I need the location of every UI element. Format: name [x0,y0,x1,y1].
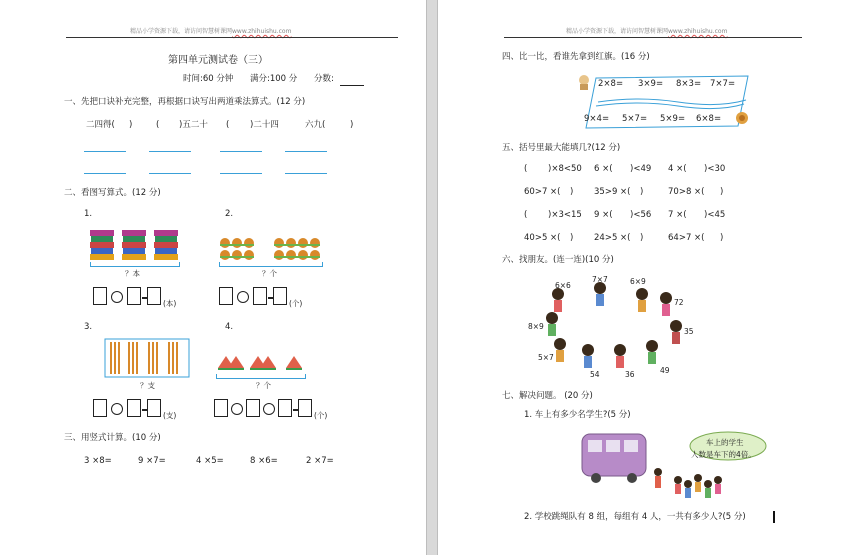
slices-picture [214,348,310,372]
race-problem: 3×9= [638,79,664,89]
section5-heading: 五、括号里最大能填几?(12 分) [502,143,621,153]
answer-box[interactable] [93,399,107,417]
match-label[interactable]: 5×7 [538,353,554,362]
section6-heading: 六、找朋友。(连一连)(10 分) [502,255,614,265]
inequality-part: 64>7 ×( [668,233,705,243]
operator-circle[interactable] [111,403,123,415]
answer-line[interactable] [84,151,126,152]
s1-item: )五二十 [179,120,208,130]
operator-circle[interactable] [237,291,249,303]
problem-number: 3. [84,322,93,332]
operator-circle[interactable] [231,403,243,415]
exam-title: 第四单元测试卷（三） [168,55,268,66]
match-label[interactable]: 36 [625,370,635,379]
match-label[interactable]: 72 [674,298,684,307]
vertical-calc-problem: 8 ×6= [250,456,278,466]
full-score-label: 满分:100 分 [250,74,298,84]
page-gutter [426,0,438,555]
page-header [566,26,727,35]
problem-number: 4. [225,322,234,332]
bubble-line-2: 人数是车下的4倍。 [691,450,756,459]
race-problem: 5×7= [622,114,648,124]
match-label[interactable]: 6×6 [555,281,571,290]
answer-box[interactable] [253,287,267,305]
operator-circle[interactable] [263,403,275,415]
header-url: www.zhihuishu.com [232,28,292,35]
answer-box[interactable] [127,399,141,417]
race-problem: 8×3= [676,79,702,89]
inequality-part: )×8<50 [548,164,582,174]
answer-line[interactable] [285,173,327,174]
s1-item: ( [156,120,160,130]
hamburgers-question: ？个 [262,269,277,278]
text-cursor [773,511,775,523]
match-label[interactable]: 54 [590,370,600,379]
time-label: 时间:60 分钟 [183,74,234,84]
section7-heading: 七、解决问题。 (20 分) [502,391,593,401]
bubble-line-1: 车上的学生 [706,438,744,447]
books-question: ？本 [125,269,140,278]
pencils-picture [104,338,190,380]
problem-number: 1. [84,209,93,219]
inequality-part: 6 ×( [594,164,613,174]
header-text: 精品小学资源下载，请访问智慧树课网 [130,28,233,35]
brace [90,262,180,267]
inequality-part: ) [640,187,644,197]
section4-heading: 四、比一比，看谁先拿到红旗。(16 分) [502,52,650,62]
race-problem: 2×8= [598,79,624,89]
inequality-part: ) [570,187,574,197]
inequality-part: )<49 [630,164,652,174]
brace [216,374,306,379]
s1-item: 六九( [305,120,326,130]
answer-box[interactable] [278,399,292,417]
unit-label: (个) [314,411,328,420]
inequality-part: ) [640,233,644,243]
vertical-calc-problem: 3 ×8= [84,456,112,466]
score-blank[interactable] [340,85,364,86]
answer-box[interactable] [127,287,141,305]
inequality-part: 60>7 ×( [524,187,561,197]
s1-item: ) [350,120,354,130]
inequality-part: )×3<15 [548,210,582,220]
inequality-part: ( [524,164,528,174]
left-page [0,0,426,555]
page-header [130,26,291,35]
answer-box[interactable] [298,399,312,417]
score-label: 分数: [314,74,334,84]
section3-heading: 三、用竖式计算。(10 分) [64,433,161,443]
slices-question: ？个 [256,381,271,390]
inequality-part: 24>5 ×( [594,233,631,243]
inequality-part: ) [570,233,574,243]
race-problem: 6×8= [696,114,722,124]
vertical-calc-problem: 9 ×7= [138,456,166,466]
match-label[interactable]: 7×7 [592,275,608,284]
inequality-part: )<30 [704,164,726,174]
question-2: 2. 学校跳绳队有 8 组，每组有 4 人，一共有多少人?(5 分) [524,512,746,522]
match-label[interactable]: 35 [684,327,694,336]
hamburgers-picture [218,236,324,262]
vertical-calc-problem: 2 ×7= [306,456,334,466]
section2-heading: 二、看图写算式。(12 分) [64,188,161,198]
inequality-part: ( [524,210,528,220]
match-label[interactable]: 8×9 [528,322,544,331]
inequality-part: 70>8 ×( [668,187,705,197]
vertical-calc-problem: 4 ×5= [196,456,224,466]
problem-number: 2. [225,209,234,219]
race-problem: 7×7= [710,79,736,89]
section1-heading: 一、先把口诀补充完整，再根据口诀写出两道乘法算式。(12 分) [64,97,306,107]
pencils-question: ？支 [140,381,155,390]
answer-line[interactable] [149,173,191,174]
operator-circle[interactable] [111,291,123,303]
answer-box[interactable] [219,287,233,305]
inequality-part: 7 ×( [668,210,687,220]
right-page [438,0,866,555]
header-url: www.zhihuishu.com [668,28,728,35]
answer-box[interactable] [147,399,161,417]
flag-race-picture [578,68,754,134]
s1-item: ( [226,120,230,130]
s1-item: )二十四 [250,120,279,130]
inequality-part: 4 ×( [668,164,687,174]
inequality-part: )<56 [630,210,652,220]
answer-line[interactable] [149,151,191,152]
unit-label: (个) [289,299,303,308]
inequality-part: 35>9 ×( [594,187,631,197]
answer-line[interactable] [220,151,262,152]
unit-label: (本) [163,299,177,308]
answer-box[interactable] [214,399,228,417]
answer-line[interactable] [285,151,327,152]
answer-line[interactable] [84,173,126,174]
inequality-part: )<45 [704,210,726,220]
race-problem: 5×9= [660,114,686,124]
inequality-part: 9 ×( [594,210,613,220]
match-label[interactable]: 6×9 [630,277,646,286]
header-rule [66,37,398,38]
answer-box[interactable] [147,287,161,305]
match-label[interactable]: 49 [660,366,670,375]
unit-label: (支) [163,411,177,420]
answer-box[interactable] [273,287,287,305]
inequality-part: ) [720,233,724,243]
header-rule [504,37,802,38]
brace [219,262,323,267]
race-problem: 9×4= [584,114,610,124]
answer-box[interactable] [93,287,107,305]
answer-line[interactable] [220,173,262,174]
header-text: 精品小学资源下载，请访问智慧树课网 [566,28,669,35]
s1-item: ) [129,120,133,130]
inequality-part: ) [720,187,724,197]
inequality-part: 40>5 ×( [524,233,561,243]
s1-item: 二四得( [86,120,115,130]
answer-box[interactable] [246,399,260,417]
question-1: 1. 车上有多少名学生?(5 分) [524,410,631,420]
